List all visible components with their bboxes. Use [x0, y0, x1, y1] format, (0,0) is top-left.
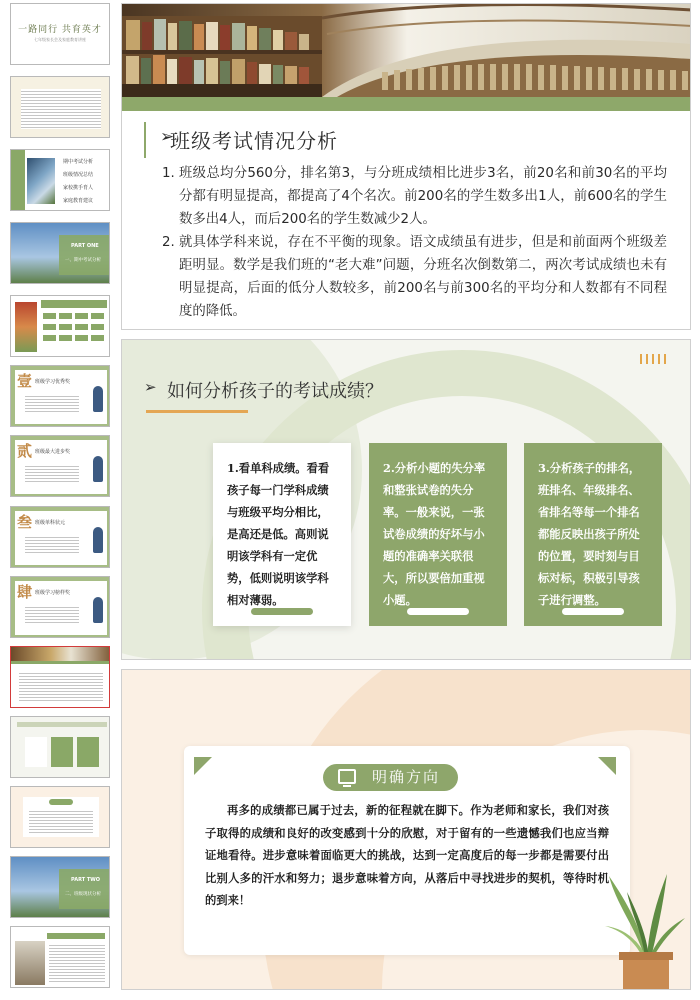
title-underline — [146, 410, 248, 413]
thumbnail-part-label: PART ONE — [71, 243, 99, 249]
thumbnail-text-lines — [19, 671, 103, 703]
slide-thumbnail-8[interactable] — [10, 506, 110, 568]
thumbnail-heading-bar — [47, 933, 105, 939]
thumbnail-table-cell — [91, 335, 104, 341]
thumbnail-green-band — [59, 869, 110, 909]
slide-thumbnail-13[interactable] — [10, 856, 110, 918]
tip-card-text: 1.看单科成绩。看看孩子每一门学科成绩与班级平均分相比，是高还是低。高则说明该学科有一定优势，低则说明该学科相对薄弱。 — [227, 461, 330, 607]
corner-triangle-decoration — [194, 757, 212, 775]
thumbnail-badge: 壹 — [17, 372, 33, 390]
thumbnail-text-lines — [25, 605, 79, 623]
arrow-bullet-icon: ➢ — [144, 378, 157, 396]
thumbnail-green-band — [11, 150, 25, 211]
thumbnail-caption: 班级学习优秀奖 — [35, 379, 71, 385]
card-pill-decoration — [251, 608, 313, 615]
thumbnail-table-cell — [43, 335, 56, 341]
graduate-figure-icon — [93, 597, 103, 623]
thumbnail-table-cell — [59, 335, 72, 341]
tip-card[interactable] — [524, 443, 662, 626]
list-item-text: 班级总均分560分，排名第3，与分班成绩相比进步3名，前20名和前30名的平均分都有明显提高，都提高了4个名次。前200名的学生数多出1人，前600名的学生数多出4人，而后200名的学生数减少2人。 — [179, 166, 667, 227]
slide-thumbnail-5[interactable] — [10, 295, 110, 357]
slide-title[interactable]: 如何分析孩子的考试成绩？ — [167, 381, 383, 402]
slide-thumbnail-rail[interactable] — [0, 0, 117, 1000]
graduate-figure-icon — [93, 527, 103, 553]
thumbnail-caption: 二、班级现状分析 — [65, 892, 101, 897]
thumbnail-photo — [15, 941, 45, 985]
analysis-list[interactable] — [162, 162, 667, 323]
thumbnail-subtitle: 七年级家长会及家庭教育讲座 — [34, 37, 86, 42]
thumbnail-table-cell — [59, 313, 72, 319]
slide-title[interactable]: 班级考试情况分析 — [170, 129, 338, 153]
slide-thumbnail-12[interactable] — [10, 786, 110, 848]
thumbnail-text-lines — [25, 464, 79, 482]
graduate-figure-icon — [93, 386, 103, 412]
thumbnail-part-label: PART TWO — [71, 877, 101, 883]
slide-exam-analysis[interactable] — [121, 3, 691, 330]
thumbnail-badge: 肆 — [17, 583, 33, 601]
thumbnail-green-band — [59, 235, 110, 275]
thumbnail-text-lines — [25, 535, 79, 553]
slide-clear-direction[interactable] — [121, 669, 691, 990]
slide-thumbnail-7[interactable] — [10, 435, 110, 497]
thumbnail-text-lines — [49, 943, 105, 983]
thumbnail-label: 家庭教育建议 — [63, 198, 94, 204]
thumbnail-table-cell — [75, 324, 88, 330]
list-item-number: 2. — [162, 235, 175, 250]
list-item — [162, 231, 667, 323]
thumbnail-label: 班级情况总结 — [63, 172, 94, 178]
potted-plant-illustration — [605, 866, 685, 990]
thumbnail-text-lines — [25, 394, 79, 412]
thumbnail-title: 一路同行 共育英才 — [18, 25, 102, 35]
card-pill-decoration — [562, 608, 624, 615]
thumbnail-caption: 班级最大进步奖 — [35, 449, 71, 455]
slide-thumbnail-6[interactable] — [10, 365, 110, 427]
tip-card-text: 2.分析小题的失分率和整张试卷的失分率。一般来说，一张试卷成绩的好坏与小题的准确率关联很大，所以要倍加重视小题。 — [383, 461, 486, 607]
arrow-bullet-icon: ➢ — [160, 127, 175, 147]
thumbnail-badge: 叁 — [17, 513, 33, 531]
thumbnail-card — [51, 737, 73, 767]
thumbnail-table-cell — [75, 313, 88, 319]
body-paragraph[interactable]: 再多的成绩都已属于过去，新的征程就在脚下。作为老师和家长，我们对孩子取得的成绩和良好的改变感到十分的欣慰，对于留有的一些遗憾我们也应当辩证地看待。进步意味着面临更大的挑战，达到一定高度后的每一步都是需要付出比别人多的汗水和努力；退步意味着方向，从落后中寻找进步的契机，等待时机的到来！ — [205, 803, 609, 907]
slide-thumbnail-9[interactable] — [10, 576, 110, 638]
thumbnail-photo — [11, 647, 110, 661]
thumbnail-table-cell — [91, 324, 104, 330]
slide-thumbnail-14[interactable] — [10, 926, 110, 988]
list-item-text: 就具体学科来说，存在不平衡的现象。语文成绩虽有进步，但是和前面两个班级差距明显。数学是我们班的“老大难”问题，分班名次倒数第二，两次考试成绩也未有明显提高，后面的低分人数较多，前200名与前300名的平均分和人数都有不同程度的降低。 — [179, 235, 667, 319]
card-pill-decoration — [407, 608, 469, 615]
thumbnail-caption: 班级单科状元 — [35, 520, 66, 526]
tip-card[interactable] — [369, 443, 507, 626]
monitor-icon — [338, 769, 356, 784]
corner-triangle-decoration — [598, 757, 616, 775]
thumbnail-table-cell — [75, 335, 88, 341]
thumbnail-caption: 一、期中考试分析 — [65, 258, 101, 263]
slide-how-to-analyze[interactable] — [121, 339, 691, 660]
decorative-stripes — [640, 354, 670, 364]
thumbnail-table-head — [41, 300, 107, 308]
slide-thumbnail-10[interactable] — [10, 646, 110, 708]
library-banner-image — [122, 4, 691, 97]
thumbnail-caption: 班级学习榜样奖 — [35, 590, 71, 596]
slide-thumbnail-1[interactable] — [10, 3, 110, 65]
slide-thumbnail-2[interactable] — [10, 76, 110, 138]
thumbnail-table-cell — [59, 324, 72, 330]
thumbnail-text-lines — [21, 89, 101, 129]
thumbnail-text-lines — [29, 809, 93, 833]
slide-thumbnail-4[interactable] — [10, 222, 110, 284]
thumbnail-table-cell — [91, 313, 104, 319]
thumbnail-table-cell — [43, 313, 56, 319]
slide-thumbnail-3[interactable] — [10, 149, 110, 211]
title-accent-line — [144, 122, 146, 158]
tip-card[interactable] — [213, 443, 351, 626]
thumbnail-card — [25, 737, 47, 767]
tip-card-text: 3.分析孩子的排名，班排名、年级排名、省排名等每一个排名都能反映出孩子所处的位置，要时刻与目标对标，积极引导孩子进行调整。 — [538, 461, 641, 607]
thumbnail-label: 家校携手育人 — [63, 185, 94, 191]
list-item — [162, 162, 667, 231]
green-divider-bar — [122, 97, 691, 111]
thumbnail-green-band — [11, 661, 110, 664]
list-item-number: 1. — [162, 166, 175, 181]
thumbnail-photo — [15, 302, 37, 352]
thumbnail-pill — [49, 799, 73, 805]
graduate-figure-icon — [93, 456, 103, 482]
heading-label[interactable]: 明确方向 — [372, 768, 441, 786]
thumbnail-card — [77, 737, 99, 767]
thumbnail-photo — [27, 158, 55, 204]
slide-thumbnail-11[interactable] — [10, 716, 110, 778]
thumbnail-table-cell — [43, 324, 56, 330]
thumbnail-label: 期中考试分析 — [63, 159, 94, 165]
thumbnail-badge: 贰 — [17, 442, 33, 460]
thumbnail-heading-bar — [17, 722, 107, 727]
